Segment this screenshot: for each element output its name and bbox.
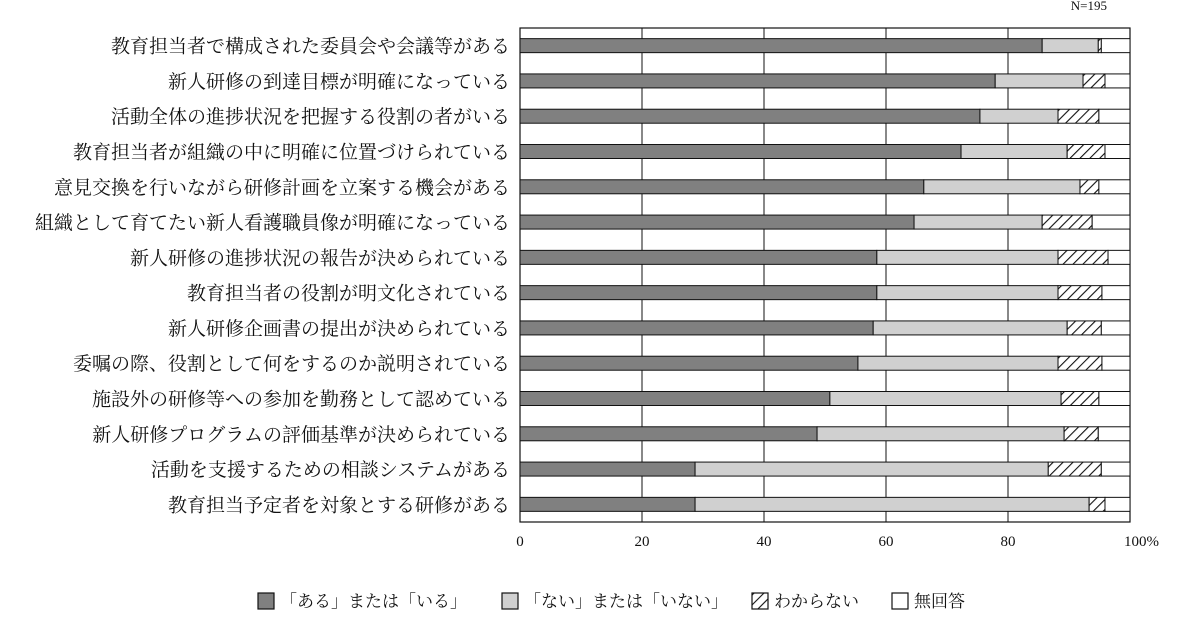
category-labels (35, 36, 510, 517)
bar-segment-1 (520, 215, 914, 229)
x-tick-label: 0 (516, 534, 524, 550)
bar-segment-2 (980, 109, 1058, 123)
bar-segment-4 (1099, 109, 1130, 123)
category-label: 委嘱の際、役割として何をするのか説明されている (72, 353, 510, 376)
x-tick-label: 100% (1124, 534, 1159, 550)
bars (520, 39, 1130, 512)
bar-segment-1 (520, 286, 877, 300)
category-label: 新人研修プログラムの評価基準が決められている (92, 423, 510, 446)
legend-swatch (502, 593, 518, 609)
bar-segment-2 (695, 497, 1089, 511)
bar-segment-3 (1048, 462, 1101, 476)
bar-segment-3 (1064, 427, 1098, 441)
bar-segment-1 (520, 109, 980, 123)
bar-segment-1 (520, 180, 924, 194)
bar-segment-2 (830, 392, 1061, 406)
bar-segment-3 (1058, 286, 1102, 300)
bar-segment-2 (817, 427, 1064, 441)
bar-segment-4 (1102, 286, 1130, 300)
category-label: 新人研修の到達目標が明確になっている (167, 70, 510, 93)
bar-segment-1 (520, 145, 961, 159)
bar-segment-1 (520, 497, 695, 511)
category-label: 組織として育てたい新人看護職員像が明確になっている (34, 212, 510, 235)
bar-segment-2 (873, 321, 1067, 335)
category-label: 新人研修企画書の提出が決められている (167, 317, 510, 340)
bar-segment-4 (1098, 427, 1130, 441)
bar-segment-1 (520, 321, 873, 335)
bar-segment-1 (520, 462, 695, 476)
bar-segment-4 (1101, 462, 1130, 476)
category-label: 教育担当者が組織の中に明確に位置づけられている (72, 141, 510, 164)
sample-size-note: N=195 (1070, 0, 1107, 13)
bar-segment-1 (520, 39, 1042, 53)
plot-frame (520, 28, 1130, 522)
bar-segment-1 (520, 392, 830, 406)
category-label: 教育担当者の役割が明文化されている (186, 282, 510, 305)
bar-segment-2 (914, 215, 1042, 229)
x-tick-label: 60 (878, 534, 894, 550)
legend-swatch (258, 593, 274, 609)
bar-segment-3 (1058, 109, 1099, 123)
bar-segment-1 (520, 356, 858, 370)
category-label: 教育担当者で構成された委員会や会議等がある (110, 35, 510, 58)
category-label: 活動を支援するための相談システムがある (150, 459, 510, 482)
bar-segment-3 (1042, 215, 1092, 229)
bar-segment-4 (1099, 392, 1130, 406)
bar-segment-3 (1089, 497, 1105, 511)
bar-segment-2 (995, 74, 1083, 88)
bar-segment-4 (1105, 497, 1130, 511)
bar-segment-3 (1080, 180, 1099, 194)
bar-segment-2 (877, 250, 1058, 264)
bar-segment-4 (1105, 145, 1130, 159)
x-axis-ticks (516, 534, 1159, 550)
bar-segment-1 (520, 427, 817, 441)
category-label: 新人研修の進捗状況の報告が決められている (129, 247, 510, 270)
bar-segment-3 (1067, 321, 1101, 335)
legend-label: 「ない」または「いない」 (524, 592, 728, 612)
bar-segment-3 (1058, 250, 1108, 264)
bar-segment-1 (520, 250, 877, 264)
legend-swatch (892, 593, 908, 609)
x-tick-label: 20 (634, 534, 650, 550)
bar-segment-2 (858, 356, 1058, 370)
bar-segment-4 (1101, 321, 1130, 335)
category-label: 教育担当予定者を対象とする研修がある (167, 494, 510, 517)
bar-segment-4 (1102, 356, 1130, 370)
bar-segment-4 (1108, 250, 1130, 264)
gridlines (520, 28, 1130, 522)
bar-segment-2 (695, 462, 1048, 476)
bar-segment-4 (1105, 74, 1130, 88)
bar-segment-4 (1101, 39, 1130, 53)
category-label: 活動全体の進捗状況を把握する役割の者がいる (110, 106, 510, 129)
legend-label: わからない (774, 592, 859, 612)
category-label: 意見交換を行いながら研修計画を立案する機会がある (53, 176, 510, 199)
x-tick-label: 80 (1000, 534, 1016, 550)
legend-swatch (752, 593, 768, 609)
legend-label: 「ある」または「いる」 (280, 592, 467, 612)
bar-segment-1 (520, 74, 995, 88)
bar-segment-3 (1061, 392, 1099, 406)
bar-segment-3 (1083, 74, 1105, 88)
legend (258, 592, 965, 612)
bar-segment-3 (1058, 356, 1102, 370)
bar-segment-2 (924, 180, 1080, 194)
bar-segment-2 (961, 145, 1067, 159)
bar-segment-4 (1099, 180, 1130, 194)
bar-segment-3 (1067, 145, 1105, 159)
bar-segment-2 (1042, 39, 1098, 53)
legend-label: 無回答 (914, 592, 965, 612)
x-tick-label: 40 (756, 534, 772, 550)
bar-segment-2 (877, 286, 1058, 300)
category-label: 施設外の研修等への参加を勤務として認めている (91, 388, 510, 411)
bar-segment-4 (1092, 215, 1130, 229)
